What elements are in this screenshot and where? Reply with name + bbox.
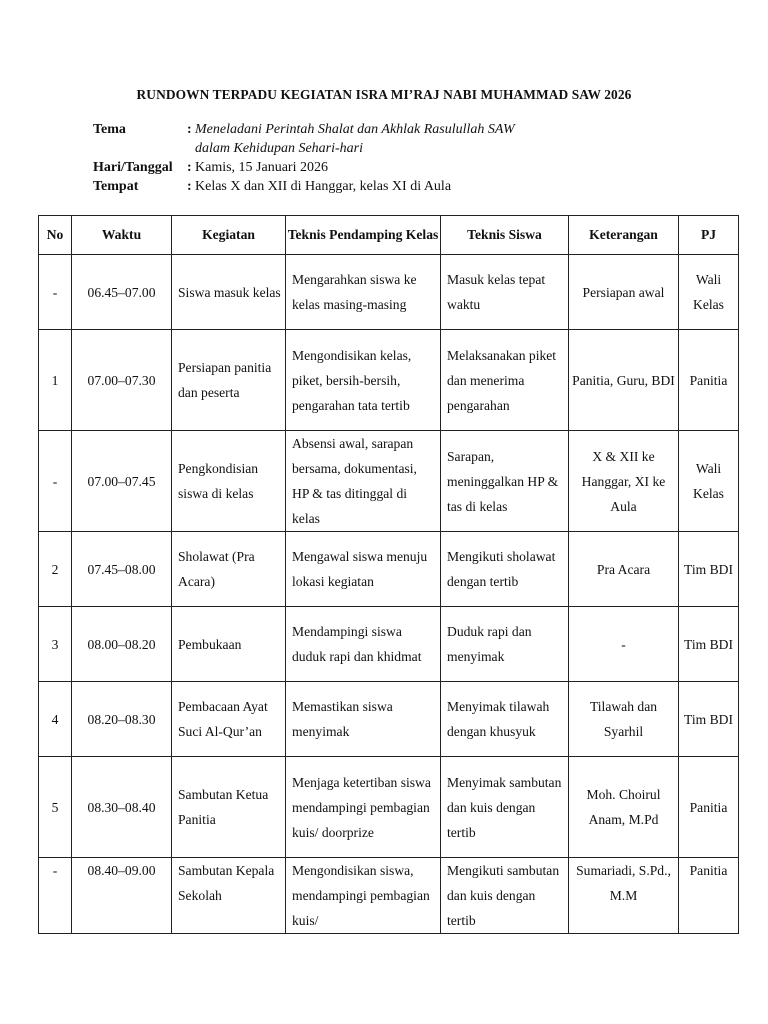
cell-keterangan: Persiapan awal bbox=[569, 255, 679, 330]
tema-row-continued bbox=[93, 139, 515, 158]
tema-value-line2: dalam Kehidupan Sehari-hari bbox=[195, 141, 363, 156]
header-no: No bbox=[39, 216, 72, 255]
cell-kegiatan: Pembacaan Ayat Suci Al-Qur’an bbox=[172, 682, 286, 757]
tempat-value: Kelas X dan XII di Hanggar, kelas XI di Aula bbox=[195, 179, 452, 194]
header-waktu: Waktu bbox=[72, 216, 172, 255]
tema-label: Tema bbox=[93, 122, 126, 137]
cell-keterangan: Pra Acara bbox=[569, 532, 679, 607]
cell-pj: Tim BDI bbox=[679, 682, 739, 757]
cell-waktu: 08.00–08.20 bbox=[72, 607, 172, 682]
cell-teknis-siswa: Masuk kelas tepat waktu bbox=[441, 255, 569, 330]
cell-pj: Panitia bbox=[679, 858, 739, 934]
table-row bbox=[39, 682, 739, 757]
cell-teknis-siswa: Duduk rapi dan menyimak bbox=[441, 607, 569, 682]
cell-pj: Panitia bbox=[679, 757, 739, 858]
header-teknis-pendamping-kelas: Teknis Pendamping Kelas bbox=[286, 216, 441, 255]
cell-keterangan: Tilawah dan Syarhil bbox=[569, 682, 679, 757]
cell-kegiatan: Sambutan Kepala Sekolah bbox=[172, 858, 286, 934]
cell-kegiatan: Sholawat (Pra Acara) bbox=[172, 532, 286, 607]
cell-teknis-kelas: Absensi awal, sarapan bersama, dokumentasi, HP & tas ditinggal di kelas bbox=[286, 431, 441, 532]
hari-tanggal-label: Hari/Tanggal bbox=[93, 160, 173, 175]
cell-kegiatan: Pengkondisian siswa di kelas bbox=[172, 431, 286, 532]
cell-waktu: 08.30–08.40 bbox=[72, 757, 172, 858]
hari-tanggal-colon: : bbox=[187, 160, 192, 175]
cell-no: 4 bbox=[39, 682, 72, 757]
document-title: RUNDOWN TERPADU KEGIATAN ISRA MI’RAJ NABI MUHAMMAD SAW 2026 bbox=[136, 87, 632, 102]
header-kegiatan: Kegiatan bbox=[172, 216, 286, 255]
cell-teknis-siswa: Melaksanakan piket dan menerima pengarahan bbox=[441, 330, 569, 431]
cell-no: - bbox=[39, 255, 72, 330]
cell-pj: Panitia bbox=[679, 330, 739, 431]
cell-no: 5 bbox=[39, 757, 72, 858]
cell-kegiatan: Persiapan panitia dan peserta bbox=[172, 330, 286, 431]
tema-value-line1: Meneladani Perintah Shalat dan Akhlak Rasulullah SAW bbox=[195, 122, 515, 137]
cell-keterangan: Sumariadi, S.Pd., M.M bbox=[569, 858, 679, 934]
cell-no: - bbox=[39, 858, 72, 934]
cell-pj: Tim BDI bbox=[679, 607, 739, 682]
table-row bbox=[39, 607, 739, 682]
cell-no: 1 bbox=[39, 330, 72, 431]
cell-waktu: 06.45–07.00 bbox=[72, 255, 172, 330]
cell-teknis-kelas: Mengondisikan kelas, piket, bersih-bersih, pengarahan tata tertib bbox=[286, 330, 441, 431]
table-header-row bbox=[39, 216, 739, 255]
tempat-row bbox=[93, 177, 515, 196]
cell-waktu: 08.40–09.00 bbox=[72, 858, 172, 934]
table-row bbox=[39, 757, 739, 858]
cell-waktu: 07.00–07.45 bbox=[72, 431, 172, 532]
cell-teknis-kelas: Mengondisikan siswa, mendampingi pembagian kuis/ bbox=[286, 858, 441, 934]
table-row bbox=[39, 858, 739, 934]
table-row bbox=[39, 330, 739, 431]
cell-teknis-siswa: Menyimak tilawah dengan khusyuk bbox=[441, 682, 569, 757]
hari-tanggal-value: Kamis, 15 Januari 2026 bbox=[195, 160, 328, 175]
cell-teknis-siswa: Mengikuti sambutan dan kuis dengan tertib bbox=[441, 858, 569, 934]
cell-teknis-kelas: Memastikan siswa menyimak bbox=[286, 682, 441, 757]
tema-row bbox=[93, 120, 515, 139]
cell-kegiatan: Pembukaan bbox=[172, 607, 286, 682]
tema-colon: : bbox=[187, 122, 192, 137]
cell-kegiatan: Siswa masuk kelas bbox=[172, 255, 286, 330]
cell-waktu: 07.45–08.00 bbox=[72, 532, 172, 607]
cell-pj: Tim BDI bbox=[679, 532, 739, 607]
cell-pj: Wali Kelas bbox=[679, 255, 739, 330]
table-row bbox=[39, 431, 739, 532]
rundown-table bbox=[38, 215, 739, 934]
cell-no: 2 bbox=[39, 532, 72, 607]
cell-teknis-kelas: Mengarahkan siswa ke kelas masing-masing bbox=[286, 255, 441, 330]
cell-no: 3 bbox=[39, 607, 72, 682]
cell-waktu: 08.20–08.30 bbox=[72, 682, 172, 757]
cell-waktu: 07.00–07.30 bbox=[72, 330, 172, 431]
table-row bbox=[39, 532, 739, 607]
cell-kegiatan: Sambutan Ketua Panitia bbox=[172, 757, 286, 858]
header-pj: PJ bbox=[679, 216, 739, 255]
tempat-colon: : bbox=[187, 179, 192, 194]
cell-keterangan: X & XII ke Hanggar, XI ke Aula bbox=[569, 431, 679, 532]
cell-keterangan: Panitia, Guru, BDI bbox=[569, 330, 679, 431]
header-teknis-siswa: Teknis Siswa bbox=[441, 216, 569, 255]
hari-tanggal-row bbox=[93, 158, 515, 177]
cell-teknis-kelas: Menjaga ketertiban siswa mendampingi pembagian kuis/ doorprize bbox=[286, 757, 441, 858]
cell-keterangan: Moh. Choirul Anam, M.Pd bbox=[569, 757, 679, 858]
cell-pj: Wali Kelas bbox=[679, 431, 739, 532]
cell-teknis-siswa: Mengikuti sholawat dengan tertib bbox=[441, 532, 569, 607]
cell-teknis-siswa: Menyimak sambutan dan kuis dengan tertib bbox=[441, 757, 569, 858]
cell-teknis-siswa: Sarapan, meninggalkan HP & tas di kelas bbox=[441, 431, 569, 532]
cell-no: - bbox=[39, 431, 72, 532]
cell-teknis-kelas: Mengawal siswa menuju lokasi kegiatan bbox=[286, 532, 441, 607]
cell-teknis-kelas: Mendampingi siswa duduk rapi dan khidmat bbox=[286, 607, 441, 682]
cell-keterangan: - bbox=[569, 607, 679, 682]
event-info bbox=[93, 120, 515, 196]
tempat-label: Tempat bbox=[93, 179, 139, 194]
table-row bbox=[39, 255, 739, 330]
header-keterangan: Keterangan bbox=[569, 216, 679, 255]
